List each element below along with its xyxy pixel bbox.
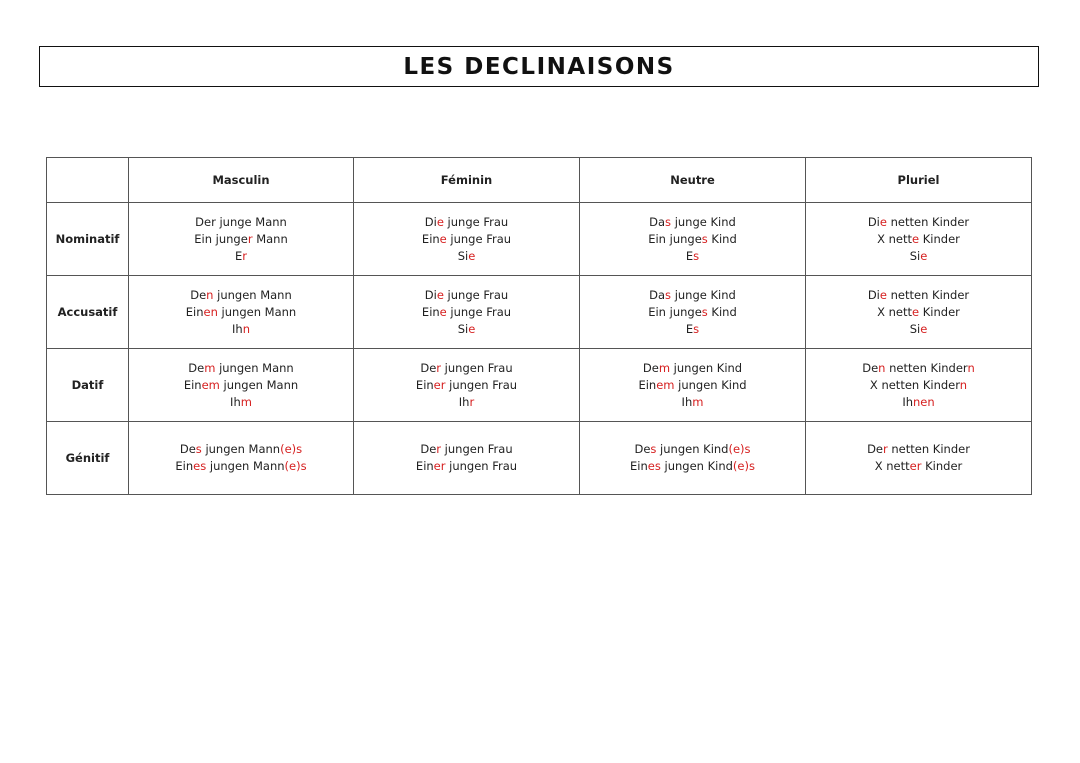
ending-highlight: e [879,287,887,302]
declension-line [129,377,353,394]
word-segment: junge Frau [443,287,509,302]
cell-pluriel [806,203,1032,276]
declension-line [354,360,579,377]
ending-highlight: e [920,321,928,336]
cell-masculin [129,422,354,495]
word-segment: De [188,360,205,375]
word-segment: De [867,442,883,456]
cell-pluriel [806,276,1032,349]
word-segment: De [179,442,196,456]
declension-line [129,287,353,304]
ending-highlight: es [193,459,207,473]
ending-highlight: n [206,287,214,302]
word-segment: jungen Mann [206,459,285,473]
ending-highlight: s [693,321,700,336]
table-row [47,422,1032,495]
word-segment: jungen Mann [217,304,297,319]
cell-neutre [580,349,806,422]
word-segment: Der [195,214,220,229]
ending-highlight: e [912,231,920,246]
word-segment: Ein [183,377,202,392]
cell-pluriel [806,349,1032,422]
word-segment: X netten Kinder [869,377,960,392]
declension-line [129,441,353,458]
word-segment: Kind [707,304,737,319]
ending-highlight: r [242,248,247,263]
declension-line [806,231,1031,248]
ending-highlight: s [701,304,708,319]
cell-masculin [129,349,354,422]
declension-line [354,304,579,321]
word-segment: jungen Frau [445,459,518,473]
word-segment: Di [424,214,437,229]
declension-line [354,248,579,265]
word-segment: jungen Mann [219,377,299,392]
ending-highlight: n [967,360,975,375]
declension-line [129,231,353,248]
cell-feminin [354,203,580,276]
declension-line [129,321,353,338]
declension-line [806,441,1031,458]
declension-line [580,441,805,458]
column-header-masculin: Masculin [129,158,354,203]
declension-line [129,214,353,231]
ending-highlight: e [912,304,920,319]
table-row [47,203,1032,276]
declension-line [129,360,353,377]
row-header-case: Datif [47,349,129,422]
ending-highlight: n [959,377,968,392]
ending-highlight: s [665,287,672,302]
declension-line [580,458,805,475]
declension-line [354,214,579,231]
word-segment: Ih [458,394,470,409]
ending-highlight: (e)s [732,459,755,473]
declension-line [129,394,353,411]
ending-highlight: es [647,459,661,473]
ending-highlight: r [436,442,442,456]
ending-highlight: s [693,248,700,263]
word-segment: Ein [415,459,434,473]
table-row [47,276,1032,349]
ending-highlight: n [242,321,250,336]
word-segment: netten Kinder [886,214,970,229]
declension-line [354,458,579,475]
ending-highlight: nen [913,394,935,409]
page-title: LES DECLINAISONS [403,53,675,80]
word-segment: De [420,360,437,375]
word-segment: X nett [874,459,910,473]
word-segment: Di [867,214,880,229]
declension-line [806,394,1031,411]
cell-masculin [129,203,354,276]
ending-highlight: s [701,231,708,246]
row-header-case: Nominatif [47,203,129,276]
word-segment: X nett [877,231,913,246]
word-segment: Si [909,248,921,263]
word-segment: E [685,248,694,263]
ending-highlight: em [656,377,675,392]
declension-line [806,377,1031,394]
word-segment: Ein [175,459,194,473]
word-segment: Ein junge [648,304,702,319]
word-segment: Ein [638,377,657,392]
declension-line [806,287,1031,304]
ending-highlight: r [883,442,888,456]
word-segment: Si [909,321,921,336]
ending-highlight: m [240,394,252,409]
ending-highlight: m [204,360,216,375]
ending-highlight: (e)s [284,459,307,473]
word-segment: jungen Mann [201,442,281,456]
row-header-case: Accusatif [47,276,129,349]
ending-highlight: e [439,231,447,246]
ending-highlight: s [650,442,657,456]
ending-highlight: n [878,360,886,375]
cell-feminin [354,349,580,422]
word-segment: Si [457,248,469,263]
word-segment: De [642,360,659,375]
ending-highlight: e [436,214,444,229]
word-segment: Di [867,287,880,302]
word-segment: Kinder [919,304,960,319]
ending-highlight: e [436,287,444,302]
ending-highlight: r [436,360,442,375]
word-segment: De [634,442,651,456]
word-segment: X nett [877,304,913,319]
declension-line [129,248,353,265]
word-segment: Ih [230,394,241,409]
title-box [39,46,1039,87]
word-segment: netten Kinder [887,442,970,456]
word-segment: Ein junge [648,231,702,246]
word-segment: jungen Frau [441,442,513,456]
ending-highlight: s [195,442,202,456]
declension-line [580,360,805,377]
word-segment: junge [215,231,248,246]
ending-highlight: er [433,459,446,473]
word-segment: Ein [415,377,434,392]
ending-highlight: e [468,321,476,336]
column-header-pluriel: Pluriel [806,158,1032,203]
declension-line [580,304,805,321]
ending-highlight: em [201,377,220,392]
column-header-neutre: Neutre [580,158,806,203]
word-segment: Da [649,287,666,302]
word-segment: netten Kinder [886,287,970,302]
ending-highlight: r [469,394,475,409]
column-header-feminin: Féminin [354,158,580,203]
word-segment: Di [424,287,437,302]
declension-line [354,321,579,338]
word-segment: Kind [707,231,737,246]
ending-highlight: e [468,248,476,263]
declension-line [580,231,805,248]
ending-highlight: er [909,459,922,473]
word-segment: junge Frau [446,304,512,319]
word-segment: jungen Kind [670,360,743,375]
ending-highlight: en [203,304,218,319]
declension-line [580,248,805,265]
declension-line [806,214,1031,231]
declension-line [354,287,579,304]
word-segment: junge [219,214,252,229]
word-segment: De [862,360,879,375]
declension-line [580,394,805,411]
cell-feminin [354,422,580,495]
word-segment: Ein [185,304,204,319]
header-row [47,158,1032,203]
ending-highlight: s [665,214,672,229]
word-segment: Ih [232,321,243,336]
declension-line [354,231,579,248]
declension-line [580,321,805,338]
cell-feminin [354,276,580,349]
cell-masculin [129,276,354,349]
word-segment: junge Frau [443,214,509,229]
declension-line [580,287,805,304]
word-segment: netten Kinder [885,360,968,375]
word-segment: jungen Kind [660,459,733,473]
declension-line [354,441,579,458]
declension-line [806,458,1031,475]
ending-highlight: (e)s [728,442,751,456]
declension-line [354,394,579,411]
table-row [47,349,1032,422]
word-segment: Ih [681,394,693,409]
word-segment: Ih [902,394,914,409]
word-segment: Ein [630,459,648,473]
ending-highlight: m [658,360,671,375]
word-segment: De [190,287,207,302]
declension-line [580,377,805,394]
declension-line [806,248,1031,265]
cell-pluriel [806,422,1032,495]
ending-highlight: er [433,377,446,392]
ending-highlight: e [920,248,928,263]
word-segment: jungen Kind [674,377,747,392]
declension-line [580,214,805,231]
corner-cell [47,158,129,203]
word-segment: Da [649,214,666,229]
declension-line [129,458,353,475]
cell-neutre [580,422,806,495]
word-segment: junge Kind [671,287,736,302]
word-segment: junge Frau [446,231,512,246]
declension-line [806,304,1031,321]
word-segment: jungen Mann [215,360,294,375]
declension-line [806,321,1031,338]
word-segment: Kinder [921,459,963,473]
ending-highlight: e [439,304,447,319]
word-segment: Si [457,321,469,336]
word-segment: jungen Mann [213,287,292,302]
word-segment: jungen Frau [445,377,518,392]
word-segment: Ein [421,231,440,246]
word-segment: Ein [194,231,216,246]
word-segment: Mann [252,231,288,246]
ending-highlight: m [692,394,704,409]
declension-line [354,377,579,394]
word-segment: De [420,442,437,456]
cell-neutre [580,276,806,349]
cell-neutre [580,203,806,276]
word-segment: Ein [421,304,440,319]
word-segment: E [234,248,243,263]
word-segment: E [685,321,694,336]
word-segment: Kinder [919,231,960,246]
ending-highlight: r [247,231,253,246]
row-header-case: Génitif [47,422,129,495]
word-segment: jungen Kind [656,442,729,456]
ending-highlight: e [879,214,887,229]
ending-highlight: (e)s [280,442,303,456]
word-segment: jungen Frau [441,360,513,375]
declension-table [46,157,1032,495]
word-segment: Mann [251,214,287,229]
declension-line [129,304,353,321]
word-segment: junge Kind [671,214,736,229]
declension-line [806,360,1031,377]
